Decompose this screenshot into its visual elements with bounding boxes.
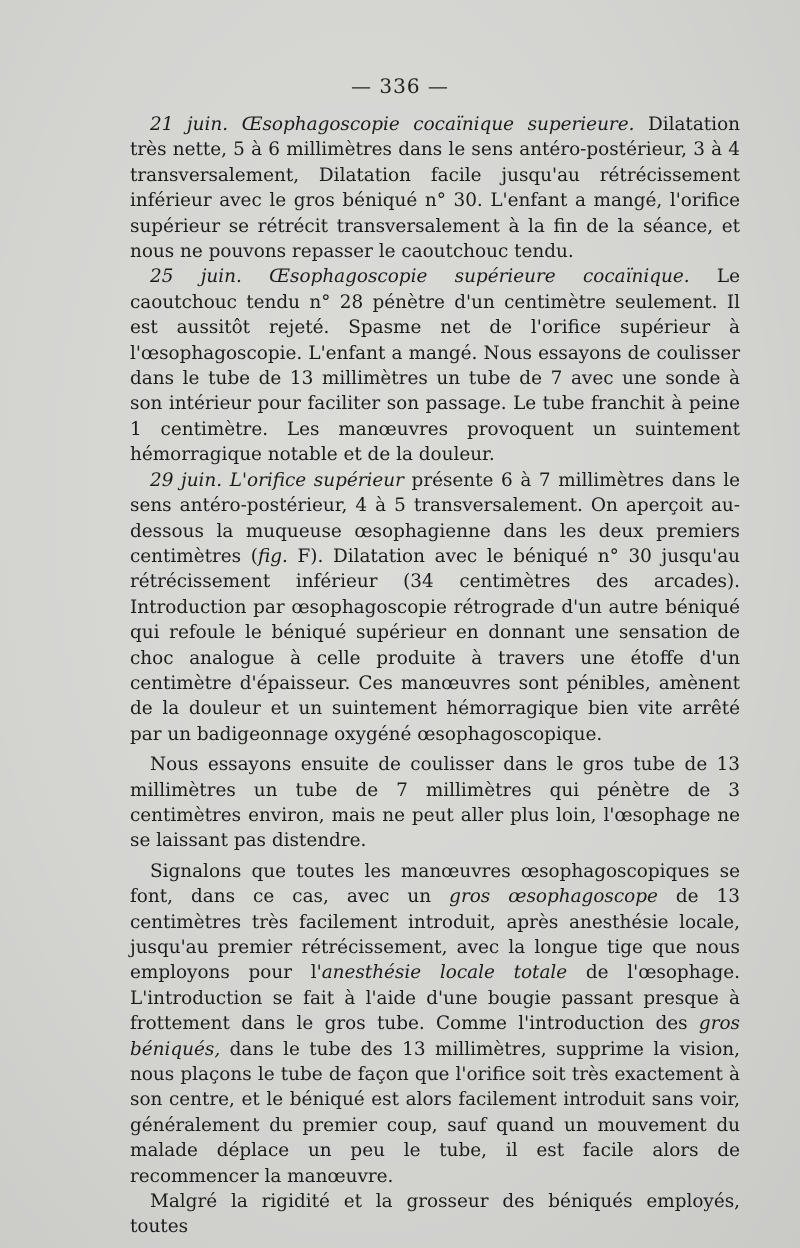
text-run: de 13 centimètres très facilement introduit, après anesthésie locale, jusqu'au premier rétrécissement, avec la longue tige que nous employons pour l' [130, 886, 741, 984]
text-run: dans le tube des 13 millimètres, supprime la vision, nous plaçons le tube de façon que l'orifice soit très exactement à son centre, et le béniqué est alors facilement introduit sans voir, généralement du premier coup, sauf quand un mouvement du malade déplace un peu le tube, il est facile alors de recommencer la manœuvre. [130, 1038, 740, 1187]
italic-run: 25 juin. Œsophagoscopie supérieure cocaïnique. [150, 266, 690, 288]
text-run: F). Dilatation avec le béniqué n° 30 jusqu'au rétrécissement inférieur (34 centimètres des arcades). Introduction par œsophagoscopie rétrograde d'un autre béniqué qui refoule le béniqué supérieur en donnant une sensation de choc analogue à celle produite à travers une étoffe d'un centimètre d'épaisseur. Ces manœuvres sont pénibles, amènent de la douleur et un suintement hémorragique bien vite arrêté par un badigeonnage oxygéné œsophagoscopique. [130, 545, 741, 745]
paragraph [130, 468, 740, 747]
italic-run: 21 juin. Œsophagoscopie cocaïnique superieure. [150, 114, 635, 135]
text-run: présente 6 à 7 millimètres dans le sens antéro-postérieur, 4 à 5 transversalement. On aperçoit au-dessous la muqueuse œsophagienne dans les deux premiers centimètres ( [130, 469, 741, 567]
body-text [130, 112, 740, 1240]
text-run: Signalons que toutes les manœuvres œsophagoscopiques se font, dans ce cas, avec un [130, 860, 740, 908]
text-run: de l'œsophage. L'introduction se fait à l'aide d'une bougie passant presque à frottement dans le gros tube. Comme l'introduction des [130, 962, 741, 1035]
text-run: Le caoutchouc tendu n° 28 pénètre d'un centimètre seulement. Il est aussitôt rejeté. Spasme net de l'orifice supérieur à l'œsophagoscopie. L'enfant a mangé. Nous essayons de coulisser dans le tube de 13 millimètres un tube de 7 avec une sonde à son intérieur pour faciliter son passage. Le tube franchit à peine 1 centimètre. Les manœuvres provoquent un suintement hémorragique notable et de la douleur. [130, 266, 740, 466]
italic-run: fig. [257, 545, 288, 567]
paragraph [130, 112, 740, 264]
paragraph [130, 1189, 740, 1240]
italic-run: anesthésie locale totale [321, 962, 568, 984]
italic-run: gros œsophagoscope [449, 886, 658, 908]
page-number: — 336 — [351, 74, 449, 98]
text-run: Malgré la rigidité et la grosseur des béniqués employés, toutes [130, 1191, 740, 1238]
paragraph [130, 264, 740, 467]
text-run: Nous essayons ensuite de coulisser dans le gros tube de 13 millimètres un tube de 7 millimètres qui pénètre de 3 centimètres environ, mais ne peut aller plus loin, l'œsophage ne se laissant pas distendre. [130, 754, 740, 852]
italic-run: gros béniqués, [130, 1013, 740, 1060]
text-run: Dilatation très nette, 5 à 6 millimètres dans le sens antéro-postérieur, 3 à 4 transversalement, Dilatation facile jusqu'au rétrécissement inférieur avec le gros béniqué n° 30. L'enfant a mangé, l'orifice supérieur se rétrécit transversalement à la fin de la séance, et nous ne pouvons repasser le caoutchouc tendu. [130, 114, 740, 263]
paragraph [130, 859, 740, 1189]
italic-run: 29 juin. L'orifice supérieur [150, 469, 404, 491]
paragraph [130, 752, 740, 854]
